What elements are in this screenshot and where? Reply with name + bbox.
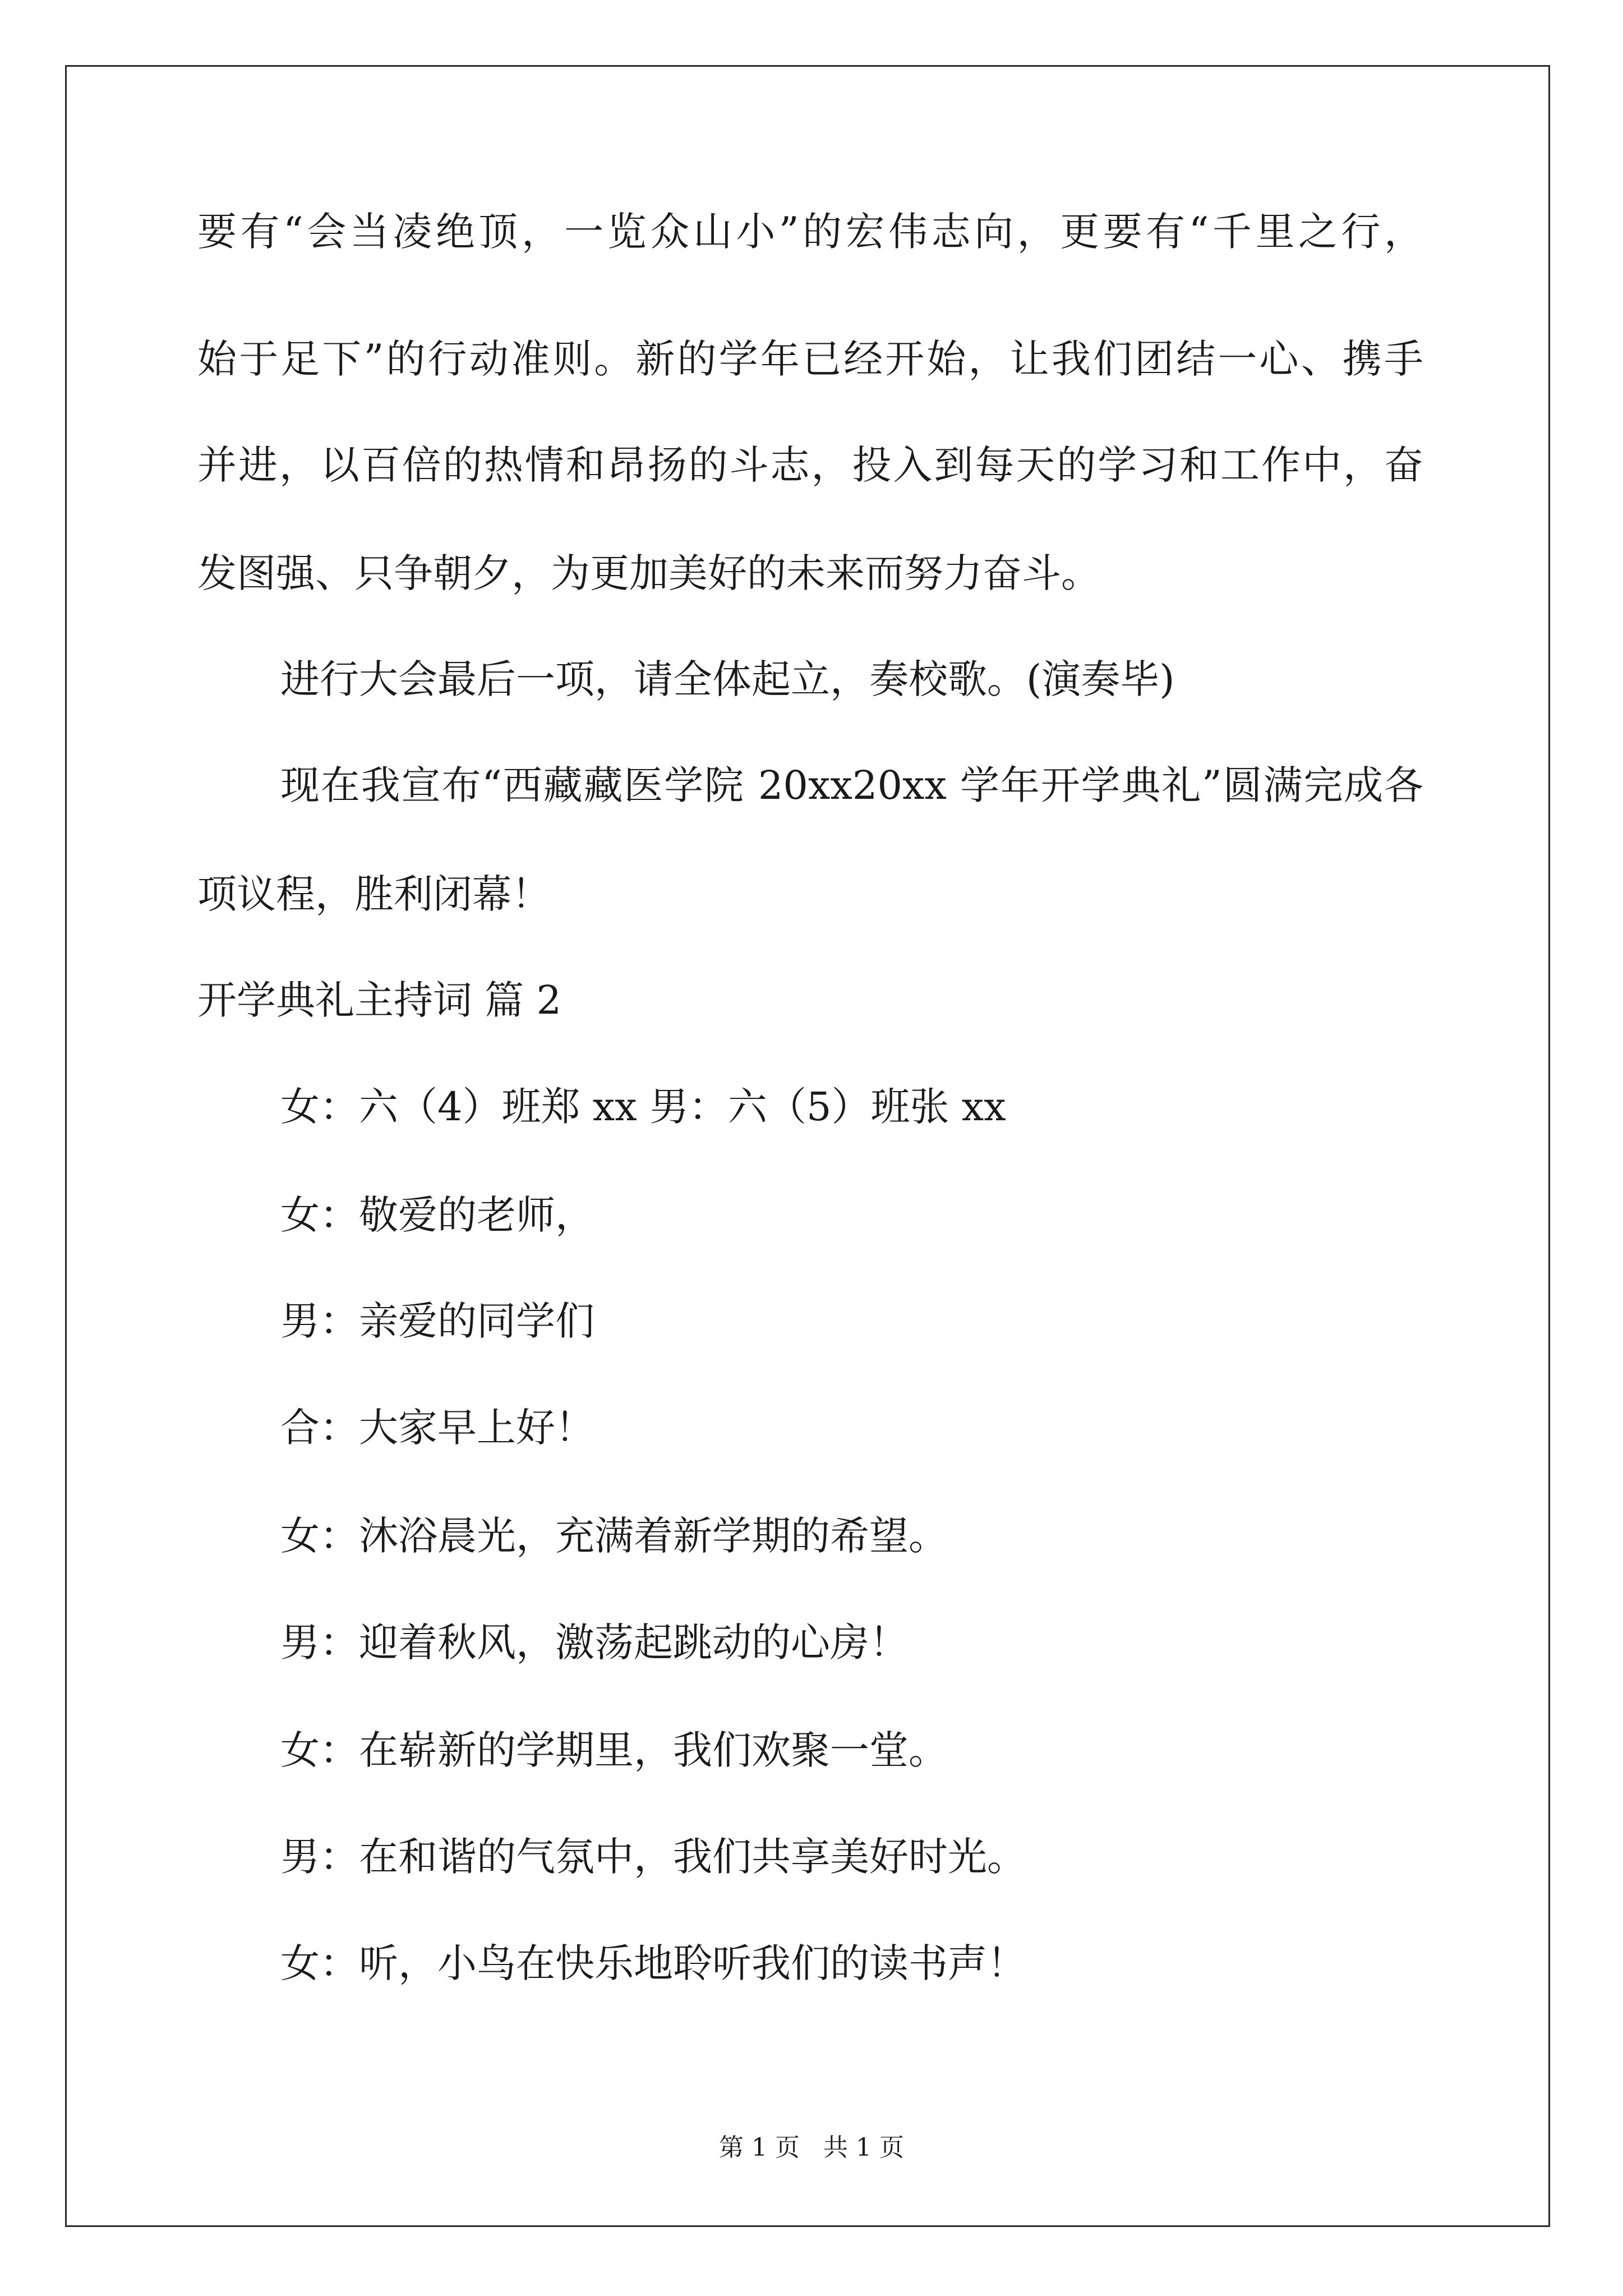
dialogue-line: 女：在崭新的学期里，我们欢聚一堂。 <box>280 1727 948 1773</box>
dialogue-line: 男：亲爱的同学们 <box>280 1298 594 1344</box>
dialogue-line: 女：敬爱的老师， <box>280 1192 594 1238</box>
dialogue-line: 女：听，小鸟在快乐地聆听我们的读书声！ <box>280 1940 1026 1986</box>
paragraph-line: 要有“会当凌绝顶，一览众山小”的宏伟志向，更要有“千里之行， <box>197 209 1423 255</box>
paragraph-line: 进行大会最后一项，请全体起立，奏校歌。(演奏毕) <box>280 656 1175 702</box>
dialogue-line: 男：迎着秋风，激荡起跳动的心房！ <box>280 1619 909 1665</box>
dialogue-line: 女：沐浴晨光，充满着新学期的希望。 <box>280 1513 948 1559</box>
paragraph-line: 项议程，胜利闭幕！ <box>197 871 551 917</box>
page-footer: 第 1 页 共 1 页 <box>719 2133 904 2162</box>
paragraph-line: 现在我宣布“西藏藏医学院 20xx20xx 学年开学典礼”圆满完成各 <box>280 762 1423 808</box>
paragraph-line: 发图强、只争朝夕，为更加美好的未来而努力奋斗。 <box>197 550 1100 596</box>
dialogue-line: 女：六（4）班郑 xx 男：六（5）班张 xx <box>280 1084 1006 1130</box>
page-border <box>65 65 1550 2227</box>
section-heading: 开学典礼主持词 篇 2 <box>197 977 562 1023</box>
paragraph-line: 并进，以百倍的热情和昂扬的斗志，投入到每天的学习和工作中，奋 <box>197 442 1423 488</box>
dialogue-line: 男：在和谐的气氛中，我们共享美好时光。 <box>280 1834 1026 1880</box>
paragraph-line: 始于足下”的行动准则。新的学年已经开始，让我们团结一心、携手 <box>197 336 1423 382</box>
dialogue-line: 合：大家早上好！ <box>280 1405 594 1451</box>
